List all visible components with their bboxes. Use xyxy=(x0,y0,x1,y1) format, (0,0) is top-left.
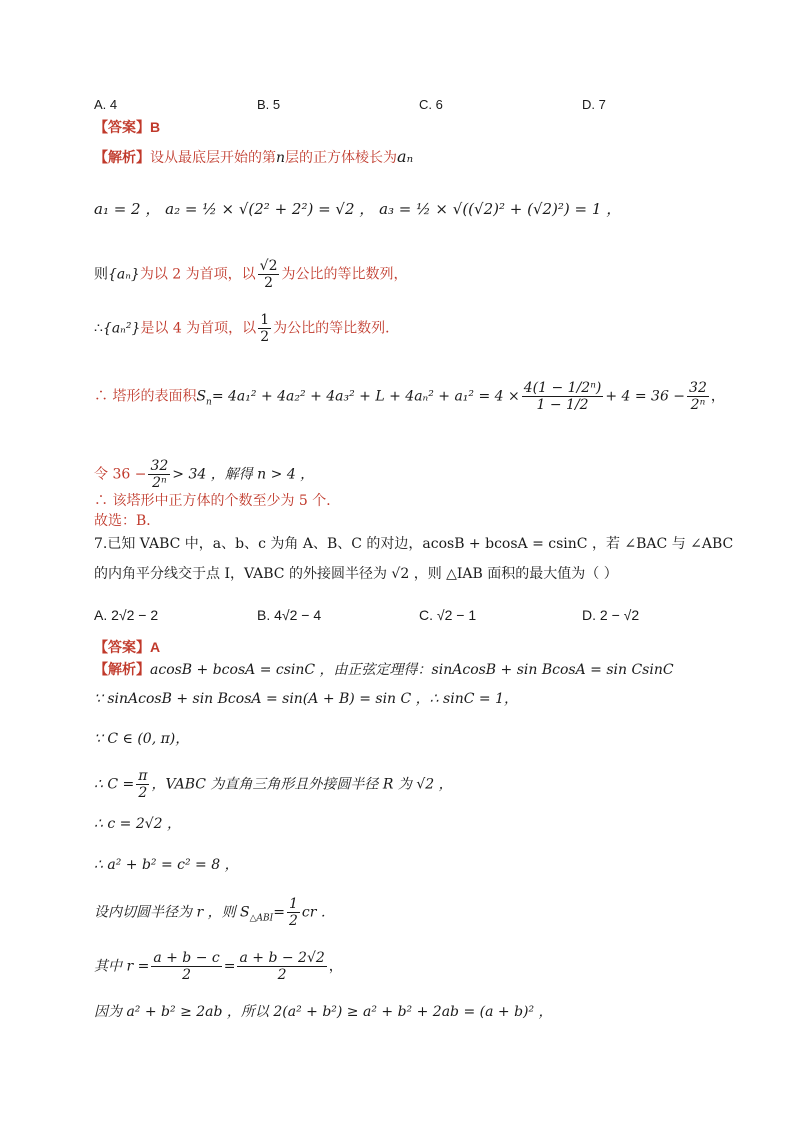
frac-num: 32 xyxy=(689,380,707,396)
q6-choice: 故选：B． xyxy=(94,513,161,529)
analysis-intro-text: 设从最底层开始的第 xyxy=(150,150,276,166)
frac-den: 2 xyxy=(138,785,148,801)
q6-option-a: A. 4 xyxy=(94,97,118,112)
frac-den: 2 xyxy=(264,275,274,291)
frac-den: 2ⁿ xyxy=(152,475,167,491)
inradius-text: 设内切圆半径为 r ，则 S xyxy=(94,904,250,921)
seq-text: 为以 2 为首项，以 xyxy=(139,266,256,283)
fraction-r1 xyxy=(151,950,221,983)
right-triangle-text: ，VABC 为直角三角形且外接圆半径 R 为 √2 ， xyxy=(151,776,453,793)
frac-den: 2 xyxy=(260,329,270,345)
frac-num: a + b − c xyxy=(153,950,220,966)
q7-analysis-line6: ∴ a² + b² = c² = 8 ， xyxy=(94,857,239,873)
fraction-pi-over-2 xyxy=(136,768,149,801)
seq2-text-end: 为公比的等比数列． xyxy=(273,320,400,337)
analysis-tag: 【解析】 xyxy=(94,149,150,165)
fraction-32 xyxy=(687,380,709,413)
q6-analysis-intro xyxy=(94,148,413,167)
q6-option-c: C. 6 xyxy=(419,97,443,112)
seq-prefix: 则 xyxy=(94,266,108,283)
q7-option-d: D. 2 − √2 xyxy=(582,607,640,623)
frac-num: 32 xyxy=(150,458,169,474)
q7-answer xyxy=(94,638,160,657)
frac-num: 1 xyxy=(260,312,270,328)
therefore: ∴ xyxy=(94,320,103,337)
q6-line-seq xyxy=(94,258,407,291)
sub-n: n xyxy=(206,397,212,408)
q7-stem-line2: 的内角平分线交于点 I，VABC 的外接圆半径为 √2 ，则 △IAB 面积的最大值为（ ） xyxy=(94,566,618,582)
answer-value: B xyxy=(150,119,161,135)
eq-sign: = xyxy=(273,904,285,921)
sub-abi: △ABI xyxy=(249,913,274,924)
q6-line-inequality xyxy=(94,458,314,491)
frac-den: 2ⁿ xyxy=(690,397,706,413)
q7-analysis-line9: 因为 a² + b² ≥ 2ab ，所以 2(a² + b²) ≥ a² + b² + 2ab = (a + b)² ， xyxy=(94,1004,553,1020)
analysis-tag: 【解析】 xyxy=(94,661,150,677)
seq2-text: 是以 4 为首项，以 xyxy=(140,320,257,337)
frac-num: 1 xyxy=(288,896,298,912)
frac-num: 4(1 − 1/2ⁿ) xyxy=(523,380,602,396)
q7-analysis-line8 xyxy=(94,950,343,983)
analysis-intro-rest: 层的正方体棱长为 xyxy=(285,150,398,166)
frac-den: 2 xyxy=(288,913,298,929)
frac-den: 1 − 1/2 xyxy=(536,397,589,413)
eq-sign-2: = xyxy=(223,958,236,975)
q7-analysis-line4 xyxy=(94,768,453,801)
q7-analysis-line1 xyxy=(94,660,674,679)
comma: ， xyxy=(328,958,343,975)
fraction-32b xyxy=(148,458,170,491)
q6-line-a-values: a₁ = 2 ， a₂ = ½ × √(2² + 2²) = √2 ， a₃ = ½ × √((√2)² + (√2)²) = 1 ， xyxy=(94,200,622,218)
q7-analysis-line7 xyxy=(94,896,335,929)
fraction-half-2 xyxy=(287,896,300,929)
q7-analysis-line2: ∵ sinAcosB + sin BcosA = sin(A + B) = sin C ，∴ sinC = 1， xyxy=(94,691,518,707)
answer-tag: 【答案】 xyxy=(94,119,150,135)
q7-option-a: A. 2√2 − 2 xyxy=(94,607,159,623)
ineq-prefix: 令 36 − xyxy=(94,466,147,483)
fraction-geometric xyxy=(522,380,604,413)
q6-conclusion: ∴ 该塔形中正方体的个数至少为 5 个． xyxy=(94,493,341,509)
q7-analysis-text: acosB + bcosA = csinC ，由正弦定理得：sinAcosB + sin BcosA = sin CsinC xyxy=(150,662,674,678)
seq-text-end: 为公比的等比数列， xyxy=(281,266,408,283)
frac-den: 2 xyxy=(277,967,287,983)
frac-num: π xyxy=(138,768,148,784)
q6-answer xyxy=(94,118,160,137)
cr-text: cr ． xyxy=(301,904,335,921)
q7-stem-line1: 7.已知 VABC 中，a、b、c 为角 A、B、C 的对边，acosB + bcosA = csinC ，若 ∠BAC 与 ∠ABC xyxy=(94,536,734,552)
ineq-rest: > 34 ，解得 n > 4 ， xyxy=(172,466,315,483)
surface-tail: + 4 = 36 − xyxy=(605,388,686,405)
seq-an2: {aₙ²} xyxy=(102,320,141,337)
q7-option-c: C. √2 − 1 xyxy=(419,607,477,623)
q6-option-b: B. 5 xyxy=(257,97,281,112)
c-equals: ∴ C = xyxy=(94,776,135,793)
frac-den: 2 xyxy=(182,967,191,983)
fraction-half xyxy=(258,312,271,345)
var-n: n xyxy=(276,150,286,166)
var-s: S xyxy=(196,388,207,405)
r-equals: 其中 r = xyxy=(94,958,150,975)
frac-num: √2 xyxy=(259,258,278,274)
surface-sum: = 4a₁² + 4a₂² + 4a₃² + L + 4aₙ² + a₁² = 4 × xyxy=(211,388,520,405)
var-an: aₙ xyxy=(397,147,414,166)
q6-line-seq-squared xyxy=(94,312,399,345)
seq-an: {aₙ} xyxy=(108,266,140,283)
q7-analysis-line5: ∴ c = 2√2 ， xyxy=(94,816,182,832)
fraction-sqrt2-over-2 xyxy=(258,258,280,291)
frac-num: a + b − 2√2 xyxy=(239,950,325,966)
surface-prefix: ∴ 塔形的表面积 xyxy=(94,388,197,405)
answer-tag: 【答案】 xyxy=(94,639,150,655)
q6-line-surface-area: ∴ 塔形的表面积$S_n= 4a_1^2 + 4a_2^2 + 4a_3^2 + L + 4a_n^2 + a_1^2 = 4$ × $\frac{\text{4(1 − 1/2ⁿ)}}{1 - 1/2}$ + 4 = 36 − $\frac{32}{\text{2ⁿ}}$ ， xyxy=(94,380,725,413)
q7-option-b: B. 4√2 − 4 xyxy=(257,607,322,623)
q6-option-d: D. 7 xyxy=(582,97,606,112)
q7-analysis-line3: ∵ C ∈ (0, π)， xyxy=(94,731,190,747)
answer-value: A xyxy=(150,639,161,655)
fraction-r2 xyxy=(237,950,326,983)
